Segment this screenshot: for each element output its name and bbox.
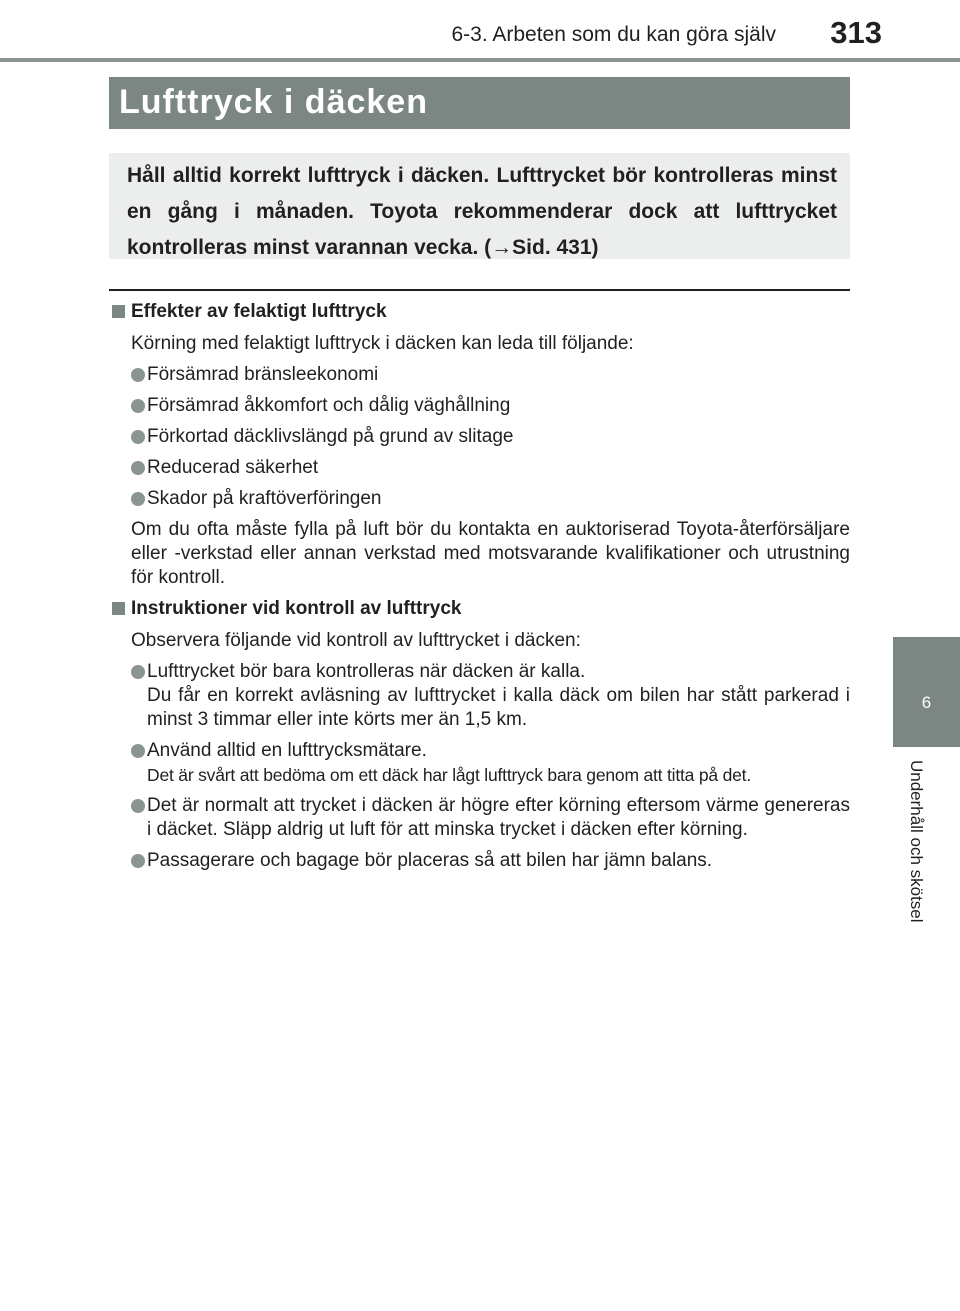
round-bullet-icon xyxy=(131,799,145,813)
square-bullet-icon xyxy=(112,602,125,615)
list-item-text: Förkortad däcklivslängd på grund av slitage xyxy=(147,426,514,447)
list-item xyxy=(109,487,850,511)
intro-box xyxy=(109,153,850,259)
list-item xyxy=(109,425,850,449)
round-bullet-icon xyxy=(131,744,145,758)
section-heading xyxy=(109,597,850,621)
chapter-tab-label: Underhåll och skötsel xyxy=(907,760,926,923)
section-lead: Körning med felaktigt lufttryck i däcken kan leda till följande: xyxy=(131,333,634,354)
header-rule xyxy=(0,58,960,62)
list-item xyxy=(109,794,850,842)
round-bullet-icon xyxy=(131,368,145,382)
list-item xyxy=(109,363,850,387)
section-heading-text: Effekter av felaktigt lufttryck xyxy=(131,301,387,322)
round-bullet-icon xyxy=(131,854,145,868)
page-title: Lufttryck i däcken xyxy=(119,83,428,121)
section-heading xyxy=(109,300,850,324)
list-item-text: Använd alltid en lufttrycksmätare. xyxy=(147,740,427,761)
chapter-title: 6-3. Arbeten som du kan göra själv xyxy=(451,23,776,46)
round-bullet-icon xyxy=(131,430,145,444)
list-item-detail: Du får en korrekt avläsning av lufttrycket i kalla däck om bilen har stått parkerad i minst 3 timmar eller inte körts mer än 1,5 km. xyxy=(147,685,850,730)
square-bullet-icon xyxy=(112,305,125,318)
page-header xyxy=(0,0,960,62)
divider xyxy=(109,289,850,291)
round-bullet-icon xyxy=(131,461,145,475)
chapter-tab-number: 6 xyxy=(921,693,932,712)
intro-text: Håll alltid korrekt lufttryck i däcken. Lufttrycket bör kontrolleras minst en gång i månaden. Toyota rekommenderar dock att lufttrycket kontrolleras minst varannan vecka. (→Sid. 431) xyxy=(127,164,837,259)
list-item-text: Det är normalt att trycket i däcken är högre efter körning eftersom värme genereras i däcket. Släpp aldrig ut luft för att minska trycket i däcken efter körning. xyxy=(147,795,850,840)
list-item-text: Skador på kraftöverföringen xyxy=(147,488,382,509)
list-item-text: Passagerare och bagage bör placeras så att bilen har jämn balans. xyxy=(147,850,713,871)
list-item-text: Försämrad åkkomfort och dålig väghållning xyxy=(147,395,511,416)
round-bullet-icon xyxy=(131,665,145,679)
list-item xyxy=(109,456,850,480)
list-item xyxy=(109,849,850,873)
list-item xyxy=(109,739,850,787)
list-item xyxy=(109,394,850,418)
section-closing: Om du ofta måste fylla på luft bör du kontakta en auktoriserad Toyota-återförsäljare eller -verkstad eller annan verkstad med motsvarande kvalifikationer och utrustning för kontroll. xyxy=(131,519,850,588)
round-bullet-icon xyxy=(131,399,145,413)
list-item-text: Reducerad säkerhet xyxy=(147,457,319,478)
section-heading-text: Instruktioner vid kontroll av lufttryck xyxy=(131,598,462,619)
round-bullet-icon xyxy=(131,492,145,506)
section-title-bar xyxy=(109,77,850,129)
page-number: 313 xyxy=(830,15,882,50)
list-item xyxy=(109,660,850,732)
list-item-text: Försämrad bränsleekonomi xyxy=(147,364,379,385)
chapter-tab xyxy=(893,637,960,747)
section-lead: Observera följande vid kontroll av lufttrycket i däcken: xyxy=(131,630,581,651)
list-item-detail: Det är svårt att bedöma om ett däck har lågt lufttryck bara genom att titta på det. xyxy=(147,765,751,785)
main-content xyxy=(109,300,850,880)
list-item-text: Lufttrycket bör bara kontrolleras när däcken är kalla. xyxy=(147,661,586,682)
